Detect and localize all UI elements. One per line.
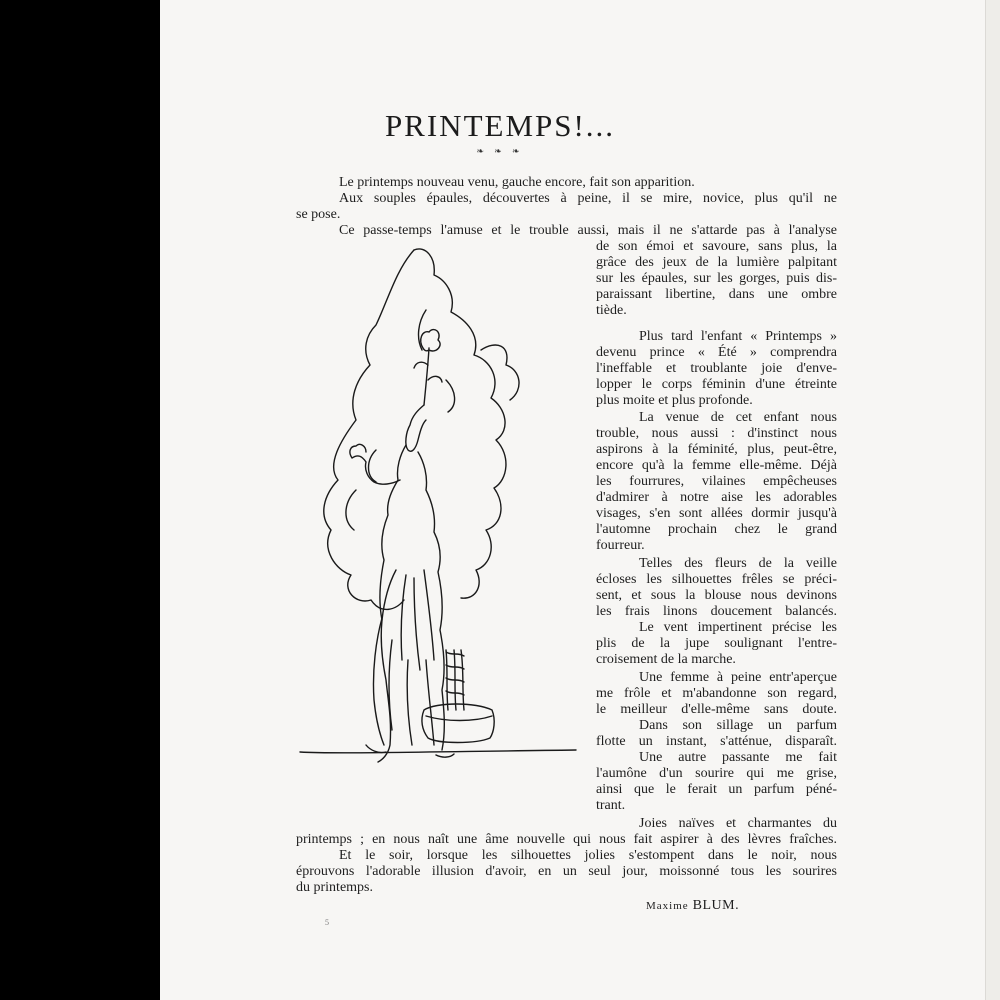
flower-head: [421, 330, 440, 351]
page-edge: [985, 0, 1000, 1000]
text-line: du printemps.: [296, 880, 373, 895]
text-line: tiède.: [596, 303, 627, 318]
text-line: Et le soir, lorsque les silhouettes jolies s'estompent dans le noir, nous: [339, 848, 837, 863]
ground-line: [300, 750, 576, 753]
woman-with-flower-illustration: [296, 240, 586, 780]
text-line: printemps ; en nous naît une âme nouvelle qui nous fait aspirer à des lèvres fraîches.: [296, 832, 837, 847]
text-line: La venue de cet enfant nous: [639, 410, 837, 425]
text-line: Joies naïves et charmantes du: [639, 816, 837, 831]
text-line: le meilleur d'elle-même sans doute.: [596, 702, 837, 717]
text-line: paraissant libertine, dans une ombre: [596, 287, 837, 302]
text-line: les frais linons doucement balancés.: [596, 604, 837, 619]
text-line: écloses les silhouettes frêles se préci-: [596, 572, 837, 587]
text-line: Plus tard l'enfant « Printemps »: [639, 329, 837, 344]
text-line: devenu prince « Été » comprendra: [596, 345, 837, 360]
text-line: sur les épaules, sur les gorges, puis dis-: [596, 271, 837, 286]
article-title: PRINTEMPS!...: [384, 108, 616, 143]
text-line: flotte un instant, s'atténue, disparaît.: [596, 734, 837, 749]
author-signature: [646, 898, 739, 914]
text-line: d'admirer à notre aise les adorables: [596, 490, 837, 505]
text-line: l'aumône d'un sourire qui me grise,: [596, 766, 837, 781]
text-line: lopper le corps féminin d'une étreinte: [596, 377, 837, 392]
text-line: Ce passe-temps l'amuse et le trouble aussi, mais il ne s'attarde pas à l'analyse: [339, 223, 837, 238]
text-line: Aux souples épaules, découvertes à peine, il se mire, novice, plus qu'il ne: [339, 191, 837, 206]
text-line: Le printemps nouveau venu, gauche encore, fait son apparition.: [339, 175, 695, 190]
text-line: visages, s'en sont allées dormir jusqu'à: [596, 506, 837, 521]
title-ornament: ❧ ❧ ❧: [476, 146, 524, 156]
text-line: croisement de la marche.: [596, 652, 736, 667]
text-line: fourreur.: [596, 538, 645, 553]
text-line: plis de la jupe soulignant l'entre-: [596, 636, 837, 651]
text-line: Le vent impertinent précise les: [639, 620, 837, 635]
text-line: l'ineffable et troublante joie d'enve-: [596, 361, 837, 376]
text-line: de son émoi et savoure, sans plus, la: [596, 239, 837, 254]
text-line: me frôle et m'abandonne son regard,: [596, 686, 837, 701]
text-line: aspirons à la féminité, plus, peut-être,: [596, 442, 837, 457]
page-number: 5: [325, 918, 329, 927]
text-line: plus moite et plus profonde.: [596, 393, 753, 408]
text-line: les fourrures, vilaines empêcheuses: [596, 474, 837, 489]
woman-figure: [406, 405, 426, 451]
author-first-name: Maxime: [646, 900, 689, 912]
text-line: Telles des fleurs de la veille: [639, 556, 837, 571]
text-line: trouble, nous aussi : d'instinct nous: [596, 426, 837, 441]
text-line: grâce des jeux de la lumière palpitant: [596, 255, 837, 270]
text-line: trant.: [596, 798, 626, 813]
author-last-name: BLUM.: [692, 898, 740, 913]
text-line: Une autre passante me fait: [639, 750, 837, 765]
text-line: se pose.: [296, 207, 341, 222]
text-line: encore qu'à la femme elle-même. Déjà: [596, 458, 837, 473]
text-line: Une femme à peine entr'aperçue: [639, 670, 837, 685]
flower-stem: [424, 348, 429, 405]
text-line: l'automne prochain chez le grand: [596, 522, 837, 537]
text-line: ainsi que le ferait un parfum péné-: [596, 782, 837, 797]
foliage-outline: [324, 250, 414, 609]
text-line: éprouvons l'adorable illusion d'avoir, en un seul jour, moissonné tous les sourires: [296, 864, 837, 879]
text-line: Dans son sillage un parfum: [639, 718, 837, 733]
text-line: sent, et sous la blouse nous devinons: [596, 588, 837, 603]
